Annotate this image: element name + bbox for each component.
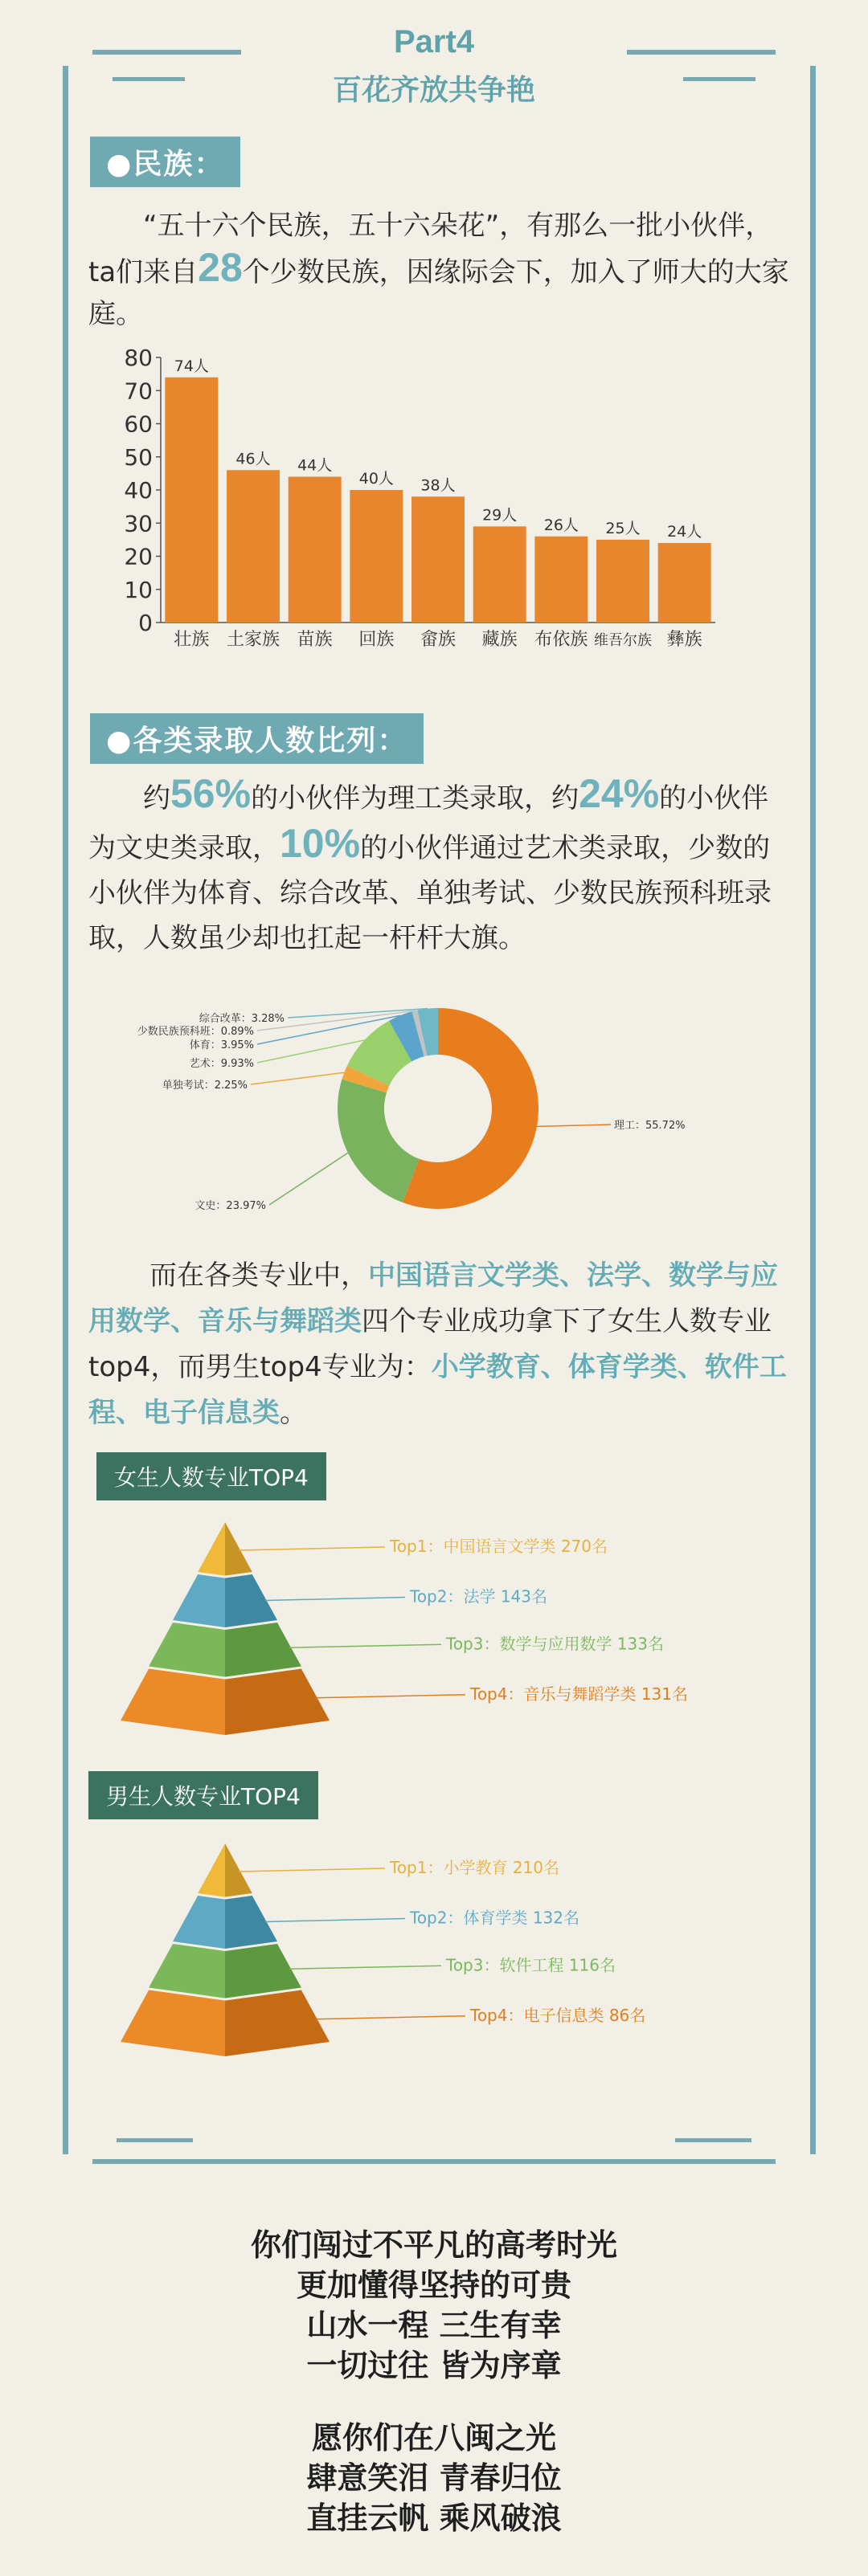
pyramid-layer-right: [225, 1843, 252, 1897]
pyramid-label: Top2：体育学类 132名: [410, 1908, 580, 1928]
poem-line: 更加懂得坚持的可贵: [296, 2267, 571, 2303]
admission-paragraph: [88, 771, 796, 961]
x-tick-label: 回族: [358, 630, 395, 650]
poem-line: 愿你们在八闽之光: [311, 2419, 556, 2456]
bar: [596, 540, 649, 623]
major-male-highlight: 小学教育、体育学类、软件工程、电子信息类: [88, 1351, 787, 1429]
x-tick-label: 畲族: [420, 630, 457, 650]
frame-bottom-line: [92, 2159, 776, 2164]
poem-line: 直挂云帆 乘风破浪: [306, 2500, 562, 2536]
female-top4-pyramid: [113, 1510, 755, 1751]
pyramid-layer-left: [149, 1623, 225, 1677]
bar: [534, 537, 588, 623]
part-title: Part4: [393, 24, 475, 59]
admission-donut-chart: [137, 964, 691, 1229]
pyramid-label: Top1：小学教育 210名: [390, 1858, 560, 1877]
pyramid-layer-left: [121, 1669, 225, 1736]
bar-value-label: 26人: [543, 516, 579, 534]
pyramid-label: Top4：音乐与舞蹈学类 131名: [470, 1684, 689, 1704]
slice-label: 文史：23.97%: [194, 1200, 266, 1212]
major-paragraph: [88, 1253, 796, 1436]
pyramid-leader-line: [264, 1598, 405, 1601]
poem-line: 你们闯过不平凡的高考时光: [250, 2227, 617, 2263]
bar: [350, 490, 403, 623]
donut-slice: [338, 1080, 419, 1202]
bar-value-label: 38人: [420, 476, 456, 495]
y-tick-label: 60: [124, 410, 153, 438]
pyramid-layer-right: [225, 1669, 330, 1736]
poem-line: 山水一程 三生有幸: [306, 2307, 562, 2343]
poem-line: 一切过往 皆为序章: [306, 2347, 562, 2383]
ethnic-tag: ●民族：: [90, 137, 240, 187]
y-tick-label: 40: [124, 477, 153, 504]
slice-label: 少数民族预科班：0.89%: [137, 1026, 254, 1038]
slice-label: 综合改革：3.28%: [199, 1013, 285, 1025]
frame-right-border: [810, 66, 816, 2154]
ethnic-count: 28: [198, 245, 243, 290]
pyramid-layer-right: [225, 1623, 301, 1677]
pyramid-layer-right: [225, 1990, 330, 2057]
bar: [227, 470, 280, 623]
y-tick-label: 10: [124, 576, 153, 603]
male-top4-pyramid: [113, 1831, 755, 2072]
x-tick-label: 壮族: [174, 630, 210, 650]
pyramid-leader-line: [289, 1966, 441, 1969]
x-tick-label: 布依族: [534, 630, 588, 650]
y-tick-label: 50: [124, 443, 153, 471]
bar-value-label: 25人: [605, 519, 641, 537]
y-tick-label: 20: [124, 543, 153, 570]
major-female-highlight: 中国语言文学类、法学、数学与应用数学、音乐与舞蹈类: [88, 1259, 778, 1337]
bar: [411, 496, 465, 623]
slice-label: 单独考试：2.25%: [162, 1080, 248, 1092]
female-top4-tag: 女生人数专业TOP4: [96, 1452, 326, 1500]
y-tick-label: 70: [124, 378, 153, 405]
y-tick-label: 30: [124, 510, 153, 537]
bar-value-label: 29人: [482, 506, 518, 525]
admission-text-1: 约: [143, 782, 170, 814]
frame-bottom-right: [675, 2138, 751, 2142]
bar-value-label: 24人: [667, 523, 702, 541]
pyramid-leader-line: [315, 1695, 465, 1698]
bar-value-label: 40人: [358, 470, 394, 488]
pyramid-leader-line: [264, 1919, 405, 1922]
admission-pct-3: 10%: [280, 821, 361, 866]
bar-value-label: 74人: [174, 357, 209, 375]
pyramid-layer-left: [173, 1896, 225, 1949]
male-top4-tag: 男生人数专业TOP4: [88, 1771, 318, 1819]
pyramid-layer-left: [173, 1574, 225, 1627]
y-tick-label: 80: [124, 345, 153, 371]
pyramid-layer-right: [225, 1944, 301, 1998]
ethnic-text-2: 个少数民族，因缘际会下，加入了师大的大家庭。: [88, 256, 789, 330]
admission-text-3: 的小伙伴为文史类录取，: [88, 782, 769, 864]
pyramid-leader-line: [239, 1547, 385, 1550]
leader-line: [537, 1125, 611, 1126]
frame-left-border: [63, 66, 68, 2154]
slice-label: 理工：55.72%: [614, 1120, 686, 1132]
ethnic-text-1: “五十六个民族，五十六朵花”，有那么一批小伙伴，ta们来自: [88, 210, 773, 288]
pyramid-layer-left: [198, 1522, 225, 1576]
x-tick-label: 土家族: [226, 630, 280, 650]
bar: [473, 526, 526, 623]
ethnic-bar-chart: [104, 337, 731, 659]
bar: [658, 543, 711, 623]
x-tick-label: 彝族: [666, 630, 702, 650]
pyramid-label: Top2：法学 143名: [410, 1586, 548, 1606]
admission-pct-1: 56%: [170, 771, 252, 816]
pyramid-leader-line: [239, 1868, 385, 1872]
pyramid-label: Top4：电子信息类 86名: [470, 2005, 646, 2025]
admission-pct-2: 24%: [579, 771, 660, 816]
poem-line: 肆意笑泪 青春归位: [306, 2460, 562, 2496]
pyramid-label: Top3：数学与应用数学 133名: [446, 1634, 665, 1654]
leader-line: [251, 1072, 344, 1084]
pyramid-leader-line: [289, 1644, 441, 1647]
poem-block-2: [0, 2418, 868, 2538]
pyramid-layer-left: [121, 1990, 225, 2057]
admission-text-4: 的小伙伴通过艺术类录取，少数的小伙伴为体育、综合改革、单独考试、少数民族预科班录取，人数虽少却也扛起一杆杆大旗。: [88, 832, 772, 954]
leader-line: [269, 1153, 348, 1205]
poem-block-1: [0, 2225, 868, 2386]
x-tick-label: 维吾尔族: [594, 632, 652, 649]
part-subtitle: 百花齐放共争艳: [332, 74, 535, 107]
slice-label: 体育：3.95%: [189, 1039, 254, 1051]
major-text-1: 而在各类专业中，: [149, 1259, 368, 1292]
pyramid-leader-line: [315, 2016, 465, 2019]
pyramid-layer-left: [149, 1944, 225, 1998]
bar: [165, 378, 218, 623]
pyramid-label: Top3：软件工程 116名: [446, 1955, 616, 1975]
bar-value-label: 44人: [297, 456, 333, 475]
major-text-2: 四个专业成功拿下了女生人数专业top4，而男生top4专业为：: [88, 1305, 772, 1383]
pyramid-label: Top1：中国语言文学类 270名: [390, 1537, 608, 1556]
y-tick-label: 0: [138, 610, 153, 636]
pyramid-layer-left: [198, 1843, 225, 1897]
pyramid-layer-right: [225, 1522, 252, 1576]
ethnic-paragraph: [88, 205, 796, 335]
x-tick-label: 苗族: [297, 630, 333, 650]
admission-text-2: 的小伙伴为理工类录取，约: [251, 782, 579, 814]
bar-value-label: 46人: [235, 450, 271, 468]
admission-tag: ●各类录取人数比列：: [90, 713, 424, 764]
frame-bottom-left: [117, 2138, 193, 2142]
leader-line: [257, 1040, 364, 1063]
x-tick-label: 藏族: [481, 630, 518, 650]
major-text-3: 。: [280, 1397, 307, 1429]
slice-label: 艺术：9.93%: [189, 1058, 254, 1070]
bar: [289, 477, 342, 623]
